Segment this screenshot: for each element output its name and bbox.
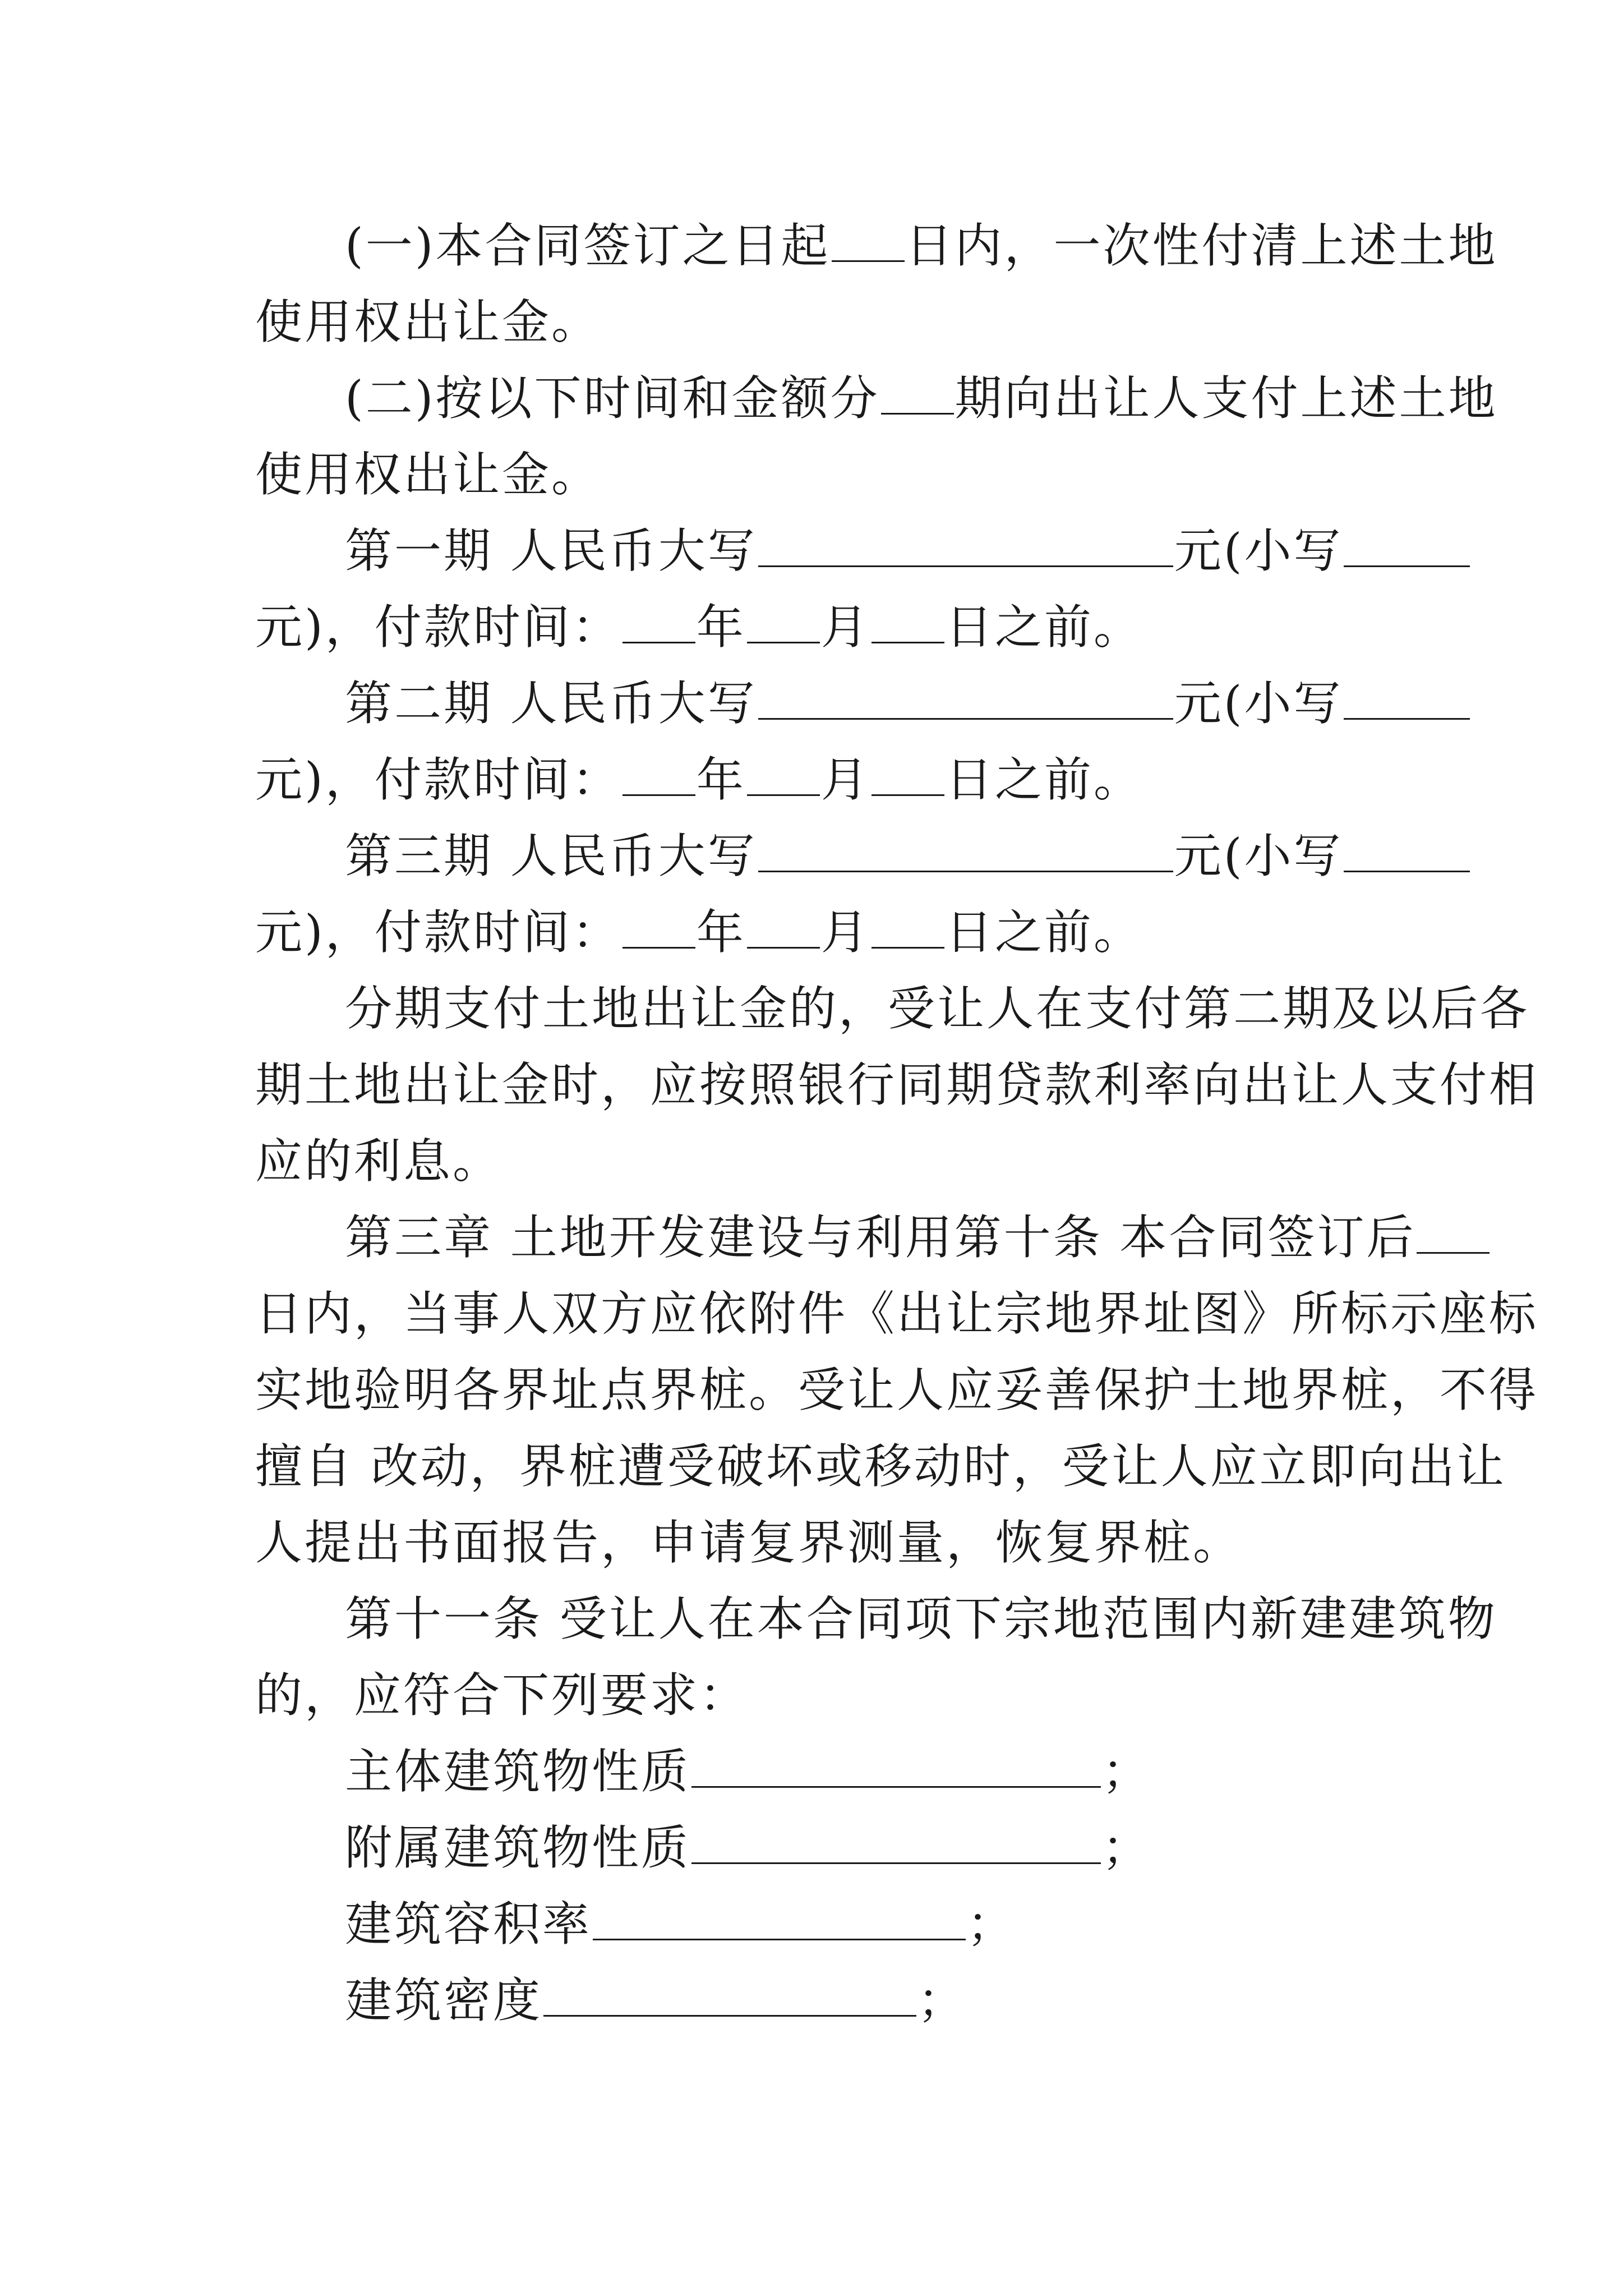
requirement-density bbox=[255, 1962, 1377, 2039]
clause-lump-sum bbox=[255, 208, 1498, 360]
blank-requirement bbox=[691, 1851, 1101, 1864]
clause-text: 人提出书面报告，申请复界测量，恢复界桩。 bbox=[255, 1515, 1243, 1570]
clause-text: 的，应符合下列要求： bbox=[255, 1668, 749, 1723]
blank-year bbox=[623, 936, 695, 949]
blank-year bbox=[623, 631, 695, 643]
blank-periods bbox=[881, 402, 954, 415]
installment-text: 元(小写 bbox=[1174, 829, 1343, 884]
clause-text: (一)本合同签订之日起 bbox=[345, 218, 831, 273]
installment-1 bbox=[255, 513, 1377, 665]
chapter-3-article-10 bbox=[255, 1199, 1539, 1581]
blank-month bbox=[747, 936, 820, 949]
blank-days bbox=[832, 249, 905, 262]
installment-label: 第三期 人民币大写 bbox=[345, 829, 757, 884]
blank-month bbox=[747, 631, 820, 643]
clause-interest bbox=[255, 970, 1539, 1199]
clause-text: (二)按以下时间和金额分 bbox=[345, 371, 880, 426]
year-text: 年 bbox=[696, 600, 746, 655]
year-text: 年 bbox=[696, 905, 746, 960]
day-text: 日之前。 bbox=[945, 752, 1143, 807]
blank-amount-words bbox=[758, 859, 1173, 872]
requirement-far bbox=[255, 1886, 1377, 1962]
installment-text: 元)，付款时间： bbox=[255, 905, 621, 960]
month-text: 月 bbox=[820, 752, 870, 807]
semicolon: ； bbox=[917, 1973, 967, 2028]
requirement-label: 附属建筑物性质 bbox=[345, 1820, 691, 1875]
blank-requirement bbox=[593, 1927, 966, 1940]
requirement-label: 建筑容积率 bbox=[345, 1897, 592, 1952]
blank-year bbox=[623, 783, 695, 796]
blank-day bbox=[872, 631, 944, 643]
clause-text: 期土地出让金时，应按照银行同期贷款利率向出让人支付相 bbox=[255, 1057, 1539, 1112]
blank-day bbox=[872, 783, 944, 796]
clause-text: 日内，当事人双方应依附件《出让宗地界址图》所标示座标 bbox=[255, 1286, 1539, 1341]
blank-month bbox=[747, 783, 820, 796]
blank-amount-figures bbox=[1344, 859, 1470, 872]
month-text: 月 bbox=[820, 600, 870, 655]
blank-amount-figures bbox=[1344, 707, 1470, 720]
requirement-label: 建筑密度 bbox=[345, 1973, 543, 2028]
requirement-main-building bbox=[255, 1733, 1377, 1810]
installment-text: 元(小写 bbox=[1174, 523, 1343, 578]
installment-text: 元)，付款时间： bbox=[255, 752, 621, 807]
semicolon: ； bbox=[1102, 1744, 1152, 1799]
blank-amount-words bbox=[758, 554, 1173, 567]
installment-text: 元(小写 bbox=[1174, 676, 1343, 731]
clause-text: 使用权出让金。 bbox=[255, 295, 601, 349]
clause-text: 应的利息。 bbox=[255, 1134, 502, 1189]
year-text: 年 bbox=[696, 752, 746, 807]
blank-day bbox=[872, 936, 944, 949]
semicolon: ； bbox=[967, 1897, 1017, 1952]
requirement-label: 主体建筑物性质 bbox=[345, 1744, 691, 1799]
day-text: 日之前。 bbox=[945, 600, 1143, 655]
blank-requirement bbox=[543, 2004, 916, 2017]
clause-text: 实地验明各界址点界桩。受让人应妥善保护土地界桩，不得 bbox=[255, 1363, 1539, 1418]
clause-text: 分期支付土地出让金的，受让人在支付第二期及以后各 bbox=[345, 981, 1530, 1036]
requirement-aux-building bbox=[255, 1810, 1377, 1886]
installment-2 bbox=[255, 665, 1377, 818]
blank-days bbox=[1417, 1241, 1490, 1254]
contract-body bbox=[255, 208, 1539, 2039]
month-text: 月 bbox=[820, 905, 870, 960]
day-text: 日之前。 bbox=[945, 905, 1143, 960]
chapter-heading: 第三章 土地开发建设与利用第十条 本合同签订后 bbox=[345, 1210, 1416, 1265]
blank-amount-words bbox=[758, 707, 1173, 720]
clause-text: 使用权出让金。 bbox=[255, 447, 601, 502]
blank-requirement bbox=[691, 1775, 1101, 1788]
installment-text: 元)，付款时间： bbox=[255, 600, 621, 655]
installment-label: 第二期 人民币大写 bbox=[345, 676, 757, 731]
installment-label: 第一期 人民币大写 bbox=[345, 523, 757, 578]
clause-installments bbox=[255, 360, 1498, 513]
article-heading: 第十一条 受让人在本合同项下宗地范围内新建建筑物 bbox=[345, 1591, 1497, 1646]
blank-amount-figures bbox=[1344, 554, 1470, 567]
clause-text: 擅自 改动，界桩遭受破坏或移动时，受让人应立即向出让 bbox=[255, 1439, 1506, 1494]
installment-3 bbox=[255, 818, 1377, 970]
article-11 bbox=[255, 1581, 1497, 1733]
semicolon: ； bbox=[1102, 1820, 1152, 1875]
clause-text: 日内，一次性付清上述土地 bbox=[905, 218, 1498, 273]
clause-text: 期向出让人支付上述土地 bbox=[955, 371, 1498, 426]
